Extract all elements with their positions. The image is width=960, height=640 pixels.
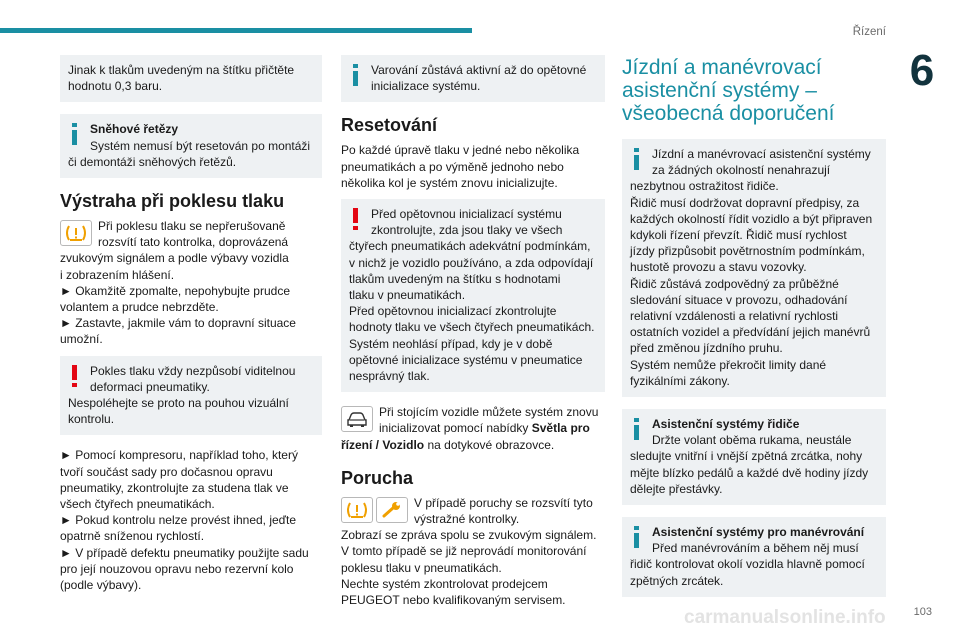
info-text: Systém nemusí být resetován po montáži (90, 138, 311, 153)
warning-text: Nespoléhejte se proto na pouhou vizuální (68, 396, 289, 411)
info-box-warning-active (341, 55, 605, 102)
warning-text: tlaku v pneumatikách. (349, 288, 466, 303)
warning-icon (350, 208, 362, 230)
text-line: ► Zastavte, jakmile vám to dopravní situace (60, 316, 296, 331)
warning-text: Systém neohlásí případ, kdy je v době (349, 336, 553, 351)
text-line: volantem a prudce nebrzděte. (60, 300, 219, 315)
info-text: relativní vzdálenosti a relativní rychlosti (630, 309, 839, 324)
text-line: ► V případě defektu pneumatiky použijte sadu (60, 545, 309, 560)
warning-text: zkontrolujte, zda jsou tlaky ve všech (371, 223, 563, 238)
info-text: Jízdní a manévrovací asistenční systémy (652, 147, 871, 161)
warning-text: Před opětovnou inicializací zkontrolujte (349, 304, 557, 319)
wrench-icon (376, 497, 408, 523)
text-line: pneumatiky, zkontrolujte za studena tlak ve (60, 480, 289, 495)
text-line (341, 437, 605, 453)
heading-reset: Resetování (341, 115, 438, 136)
note-text: hodnotu 0,3 baru. (68, 79, 163, 94)
section-title: Řízení (852, 26, 886, 38)
info-icon (631, 148, 643, 170)
warning-paragraph (60, 218, 322, 348)
heading-pressure-warning: Výstraha při poklesu tlaku (60, 191, 285, 212)
touchscreen-car-icon (341, 406, 373, 432)
text-line: tvoří součást sady pro dočasnou opravu (60, 464, 273, 479)
text-line: Po každé úpravě tlaku v jedné nebo několika (341, 143, 580, 158)
column-3 (622, 55, 886, 609)
warning-text: opětovné inicializace systému v pneumatice (349, 352, 583, 367)
text-line: pro její nouzovou opravu nebo rezervní kolo (60, 561, 294, 576)
info-text: zpětných zrcátek. (630, 573, 724, 588)
info-box-general (622, 139, 886, 397)
info-icon (631, 418, 643, 440)
watermark: carmanualsonline.info (684, 607, 886, 628)
info-text: řidič kontrolovat okolí vozidla hlavně pomocí (630, 557, 865, 572)
info-title: Asistenční systémy řidiče (652, 417, 800, 432)
warning-text: tlakům uvedeným na štítku s hodnotami (349, 271, 561, 286)
heading-line: asistenční systémy – (622, 79, 817, 102)
text-line: opatrně sníženou rychlostí. (60, 529, 205, 544)
info-text: Řidič zůstává zodpovědný za průběžné (630, 276, 839, 291)
text-span: na dotykové obrazovce. (424, 437, 555, 452)
warning-text: deformaci pneumatiky. (90, 379, 210, 394)
info-text: či demontáži sněhových řetězů. (68, 154, 237, 169)
text-line: rozsvítí tato kontrolka, doprovázená (98, 235, 289, 250)
column-1 (60, 55, 322, 593)
info-text: hustotě provozu a stavu vozovky. (630, 260, 807, 275)
text-line: Zobrazí se zpráva spolu se zvukovým signálem. (341, 528, 597, 543)
page-number: 103 (913, 605, 932, 618)
text-line: výstražné kontrolky. (414, 512, 520, 527)
menu-path: Světla pro (531, 421, 590, 436)
info-text: Před manévrováním a během něj musí (652, 541, 859, 556)
info-text: každých okolností řídit vozidlo a být připraven (630, 211, 873, 226)
info-text: před změnou jízdního pruhu. (630, 341, 783, 356)
text-line: zvukovým signálem a podle výbavy vozidla (60, 251, 289, 266)
tpms-warning-icon (341, 497, 373, 523)
text-line: několika kol je systém znovu inicializujte. (341, 175, 558, 190)
text-line: pneumatikách a po výměně jednoho nebo (341, 159, 564, 174)
text-line: ► Pokud kontrolu nelze provést ihned, jeďte (60, 513, 297, 528)
info-text: Držte volant oběma rukama, neustále (652, 433, 852, 448)
chapter-number: 6 (909, 46, 935, 95)
warning-text: Před opětovnou inicializací systému (371, 207, 562, 222)
warning-text: čtyřech pneumatikách adekvátní podmínkám, (349, 239, 591, 254)
info-text: dělejte přestávky. (630, 481, 723, 496)
info-text: jízdy přizpůsobit povětrnostním podmínkám, (630, 244, 865, 259)
text-line: ► Okamžitě zpomalte, nepohybujte prudce (60, 283, 290, 298)
info-text: Varování zůstává aktivní až do opětovné (371, 63, 587, 77)
info-icon (69, 123, 81, 145)
info-text: inicializace systému. (371, 79, 481, 94)
info-text: Systém nemůže překročit limity dané (630, 357, 827, 372)
fault-paragraph (341, 495, 605, 608)
info-text: sledování situace v provozu, odhadování (630, 292, 848, 307)
info-box-driver-assist (622, 409, 886, 505)
info-text: kdykoli řízení převzít. Řidič musí rychlost (630, 228, 847, 243)
heading-fault: Porucha (341, 467, 414, 488)
info-text: sledujte vnitřní i vnější zpětná zrcátka, nohy (630, 449, 863, 464)
info-text: mějte blízko pedálů a každé dvě hodiny jízdy (630, 465, 869, 480)
column-2 (341, 55, 605, 608)
warning-box-reset (341, 199, 605, 392)
warning-text: kontrolu. (68, 412, 115, 427)
text-line: (podle výbavy). (60, 578, 142, 593)
info-box-manoeuvre-assist (622, 517, 886, 597)
heading-line: všeobecná doporučení (622, 102, 835, 125)
warning-box-deformation (60, 356, 322, 436)
info-text: Řidič musí dodržovat dopravní předpisy, za (630, 195, 860, 210)
info-title: Asistenční systémy pro manévrování (652, 525, 865, 540)
text-line: PEUGEOT nebo kvalifikovaným servisem. (341, 593, 566, 608)
text-line: Při poklesu tlaku se nepřerušovaně (98, 219, 286, 234)
heading-line: Jízdní a manévrovací (622, 56, 822, 79)
text-line: i zobrazením hlášení. (60, 267, 175, 282)
text-line: poklesu tlaku v pneumatikách. (341, 560, 502, 575)
info-title: Sněhové řetězy (90, 122, 179, 137)
text-line: umožní. (60, 332, 103, 347)
reinit-paragraph (341, 404, 605, 453)
heading-driving-assist (622, 56, 886, 125)
text-line: Při stojícím vozidle můžete systém znovu (379, 405, 599, 420)
warning-text: nesprávný tlak. (349, 369, 430, 384)
tpms-warning-icon (60, 220, 92, 246)
warning-text: v nichž je vozidlo používáno, a zda odpovídají (349, 255, 594, 270)
text-span: inicializovat pomocí nabídky (379, 421, 532, 436)
text-line: Nechte systém zkontrolovat prodejcem (341, 576, 548, 591)
text-line: ► Pomocí kompresoru, například toho, který (60, 448, 298, 463)
menu-path: řízení / Vozidlo (341, 437, 425, 452)
reset-paragraph (341, 142, 605, 191)
note-text: Jinak k tlakům uvedeným na štítku přičtěte (68, 63, 295, 77)
header-accent-bar (0, 28, 472, 33)
info-icon (631, 526, 643, 548)
info-text: nezbytnou ostražitost řidiče. (630, 179, 779, 194)
warning-text: Pokles tlaku vždy nezpůsobí viditelnou (90, 363, 296, 378)
warning-icon (69, 365, 81, 387)
text-line: V případě poruchy se rozsvítí tyto (414, 495, 593, 510)
instructions (60, 447, 322, 593)
info-icon (350, 64, 362, 86)
text-line (341, 420, 605, 436)
warning-text: hodnoty tlaku ve všech čtyřech pneumatikách. (349, 320, 595, 335)
text-line: V tomto případě se již neprovádí monitorování (341, 544, 587, 559)
info-box-snow-chains (60, 114, 322, 178)
info-text: za žádných okolností nenahrazují (652, 163, 831, 178)
note-box-pressure (60, 55, 322, 102)
info-text: ostatních vozidel a předvídání jejich manévrů (630, 325, 871, 340)
info-text: fyzikálními zákony. (630, 373, 730, 388)
text-line: všech čtyřech pneumatikách. (60, 497, 215, 512)
